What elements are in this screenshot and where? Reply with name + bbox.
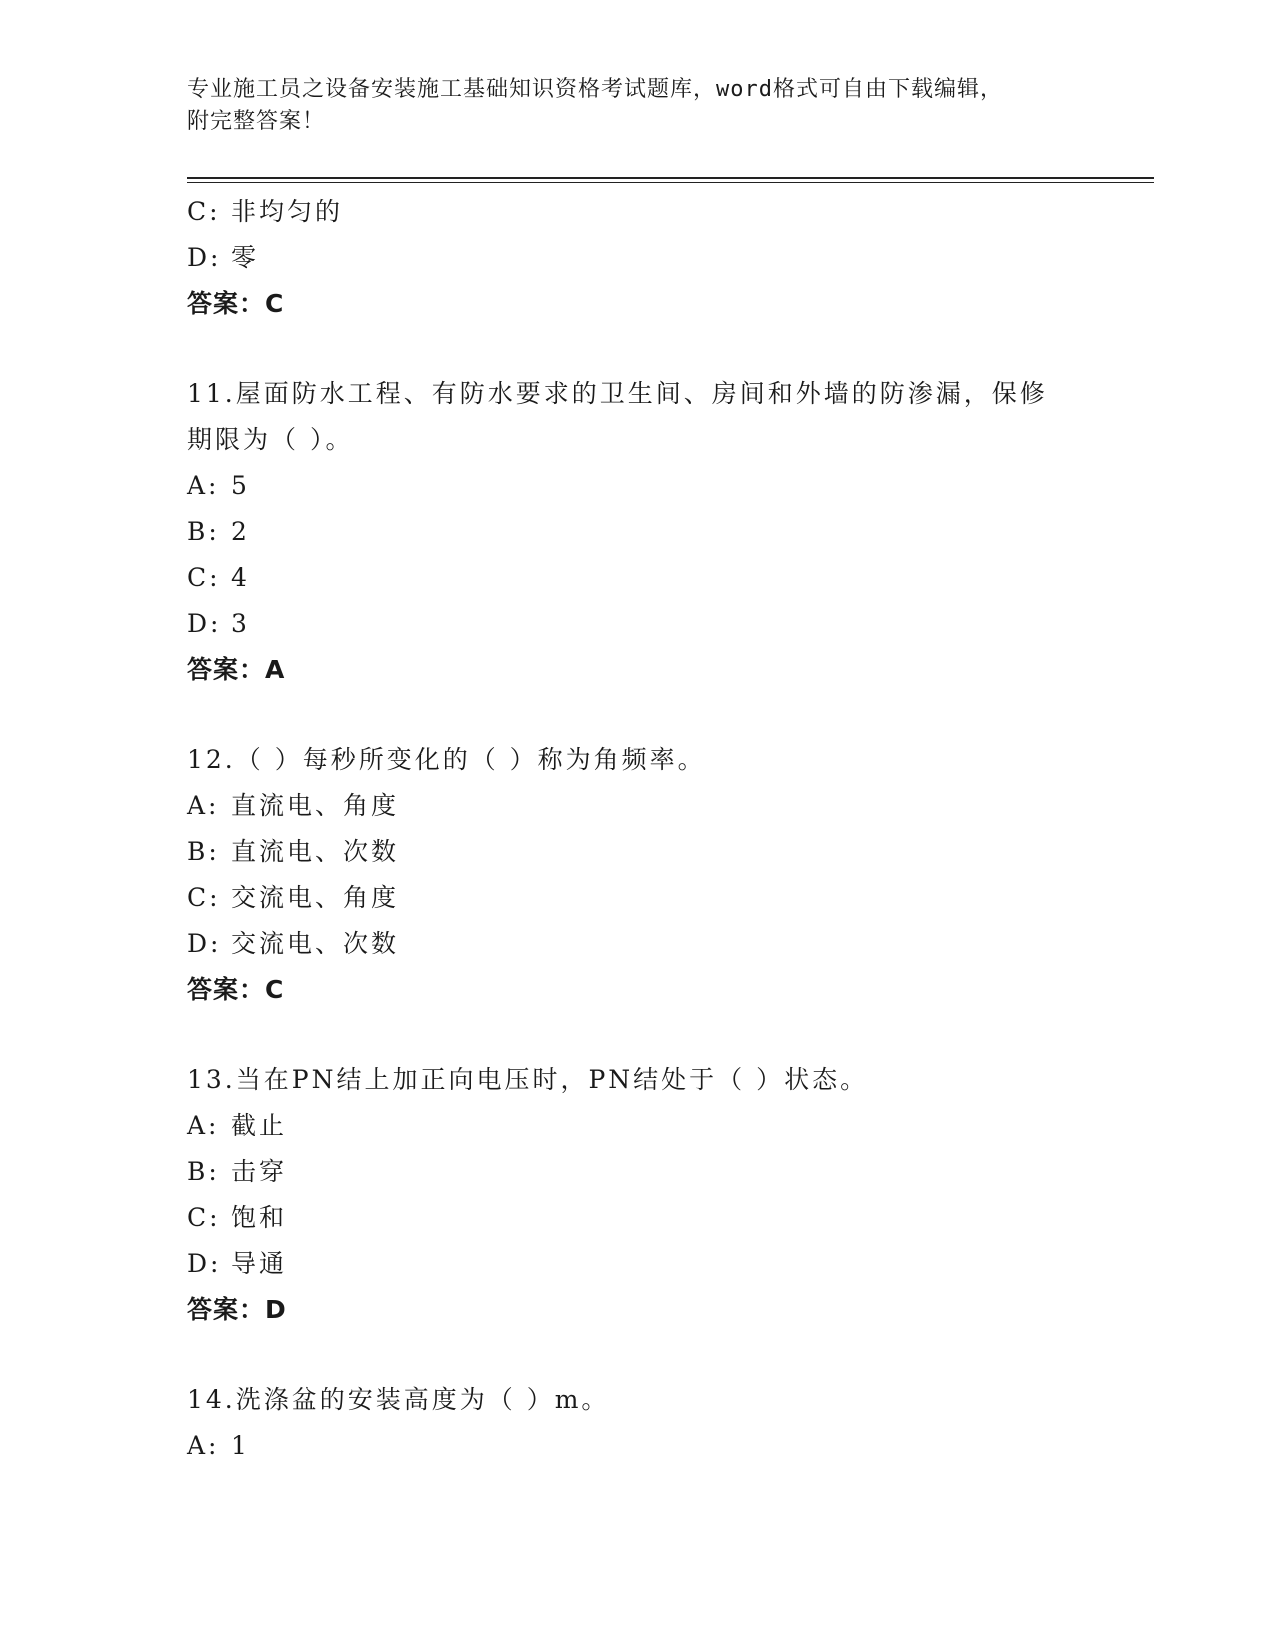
option-letter: A: — [187, 1431, 220, 1460]
question-stem-line-2: 期限为（ ）。 — [187, 425, 354, 454]
option-text: 饱和 — [231, 1203, 288, 1232]
option-text: 交流电、次数 — [231, 929, 400, 958]
question-stem-line-1: 14.洗涤盆的安装高度为（ ）m。 — [187, 1385, 610, 1414]
question-stem-line-1: 11.屋面防水工程、有防水要求的卫生间、房间和外墙的防渗漏，保修 — [187, 379, 1048, 408]
option-c — [187, 875, 1147, 921]
option-letter: C: — [187, 883, 221, 912]
question-block-13 — [187, 1057, 1147, 1333]
option-text: 3 — [231, 609, 250, 638]
option-b — [187, 509, 1147, 555]
header-line-1: 专业施工员之设备安装施工基础知识资格考试题库，word格式可自由下载编辑， — [187, 77, 1003, 102]
option-text: 导通 — [231, 1249, 288, 1278]
option-letter: A: — [187, 791, 220, 820]
option-a — [187, 783, 1147, 829]
option-letter: B: — [187, 837, 220, 866]
option-b — [187, 1149, 1147, 1195]
question-list — [187, 189, 1147, 1469]
option-letter: D: — [187, 1249, 222, 1278]
option-letter: D: — [187, 243, 222, 272]
header-rule-thick — [187, 177, 1154, 179]
spacer — [187, 693, 1147, 737]
option-letter: A: — [187, 1111, 220, 1140]
option-d — [187, 1241, 1147, 1287]
option-letter: C: — [187, 563, 221, 592]
spacer — [187, 327, 1147, 371]
option-b — [187, 829, 1147, 875]
option-letter: A: — [187, 471, 220, 500]
option-text: 5 — [231, 471, 250, 500]
option-c — [187, 1195, 1147, 1241]
option-letter: D: — [187, 929, 222, 958]
question-block-14 — [187, 1377, 1147, 1469]
option-d — [187, 921, 1147, 967]
option-text: 截止 — [231, 1111, 288, 1140]
option-text: 交流电、角度 — [231, 883, 400, 912]
option-c — [187, 189, 1147, 235]
question-stem-line-1: 13.当在PN结上加正向电压时，PN结处于（ ）状态。 — [187, 1065, 869, 1094]
option-letter: D: — [187, 609, 222, 638]
answer-line: 答案：D — [187, 1295, 287, 1324]
option-text: 2 — [231, 517, 250, 546]
option-letter: C: — [187, 1203, 221, 1232]
header-line-2: 附完整答案！ — [187, 109, 326, 134]
option-letter: B: — [187, 517, 220, 546]
spacer — [187, 1013, 1147, 1057]
option-text: 零 — [231, 243, 260, 272]
option-text: 4 — [231, 563, 250, 592]
option-text: 直流电、次数 — [231, 837, 400, 866]
page-header — [187, 74, 1087, 138]
question-stem-line-1: 12.（ ）每秒所变化的（ ）称为角频率。 — [187, 745, 706, 774]
option-text: 1 — [231, 1431, 250, 1460]
option-d — [187, 601, 1147, 647]
answer-line: 答案：C — [187, 975, 285, 1004]
option-text: 非均匀的 — [231, 197, 344, 226]
option-letter: C: — [187, 197, 221, 226]
question-block-11 — [187, 371, 1147, 693]
option-letter: B: — [187, 1157, 220, 1186]
option-a — [187, 1423, 1147, 1469]
answer-line: 答案：C — [187, 289, 285, 318]
option-d — [187, 235, 1147, 281]
spacer — [187, 1333, 1147, 1377]
answer-line: 答案：A — [187, 655, 286, 684]
option-a — [187, 1103, 1147, 1149]
option-text: 直流电、角度 — [231, 791, 400, 820]
option-c — [187, 555, 1147, 601]
question-block-prev — [187, 189, 1147, 327]
question-block-12 — [187, 737, 1147, 1013]
header-rule-thin — [187, 182, 1154, 183]
option-text: 击穿 — [231, 1157, 288, 1186]
option-a — [187, 463, 1147, 509]
